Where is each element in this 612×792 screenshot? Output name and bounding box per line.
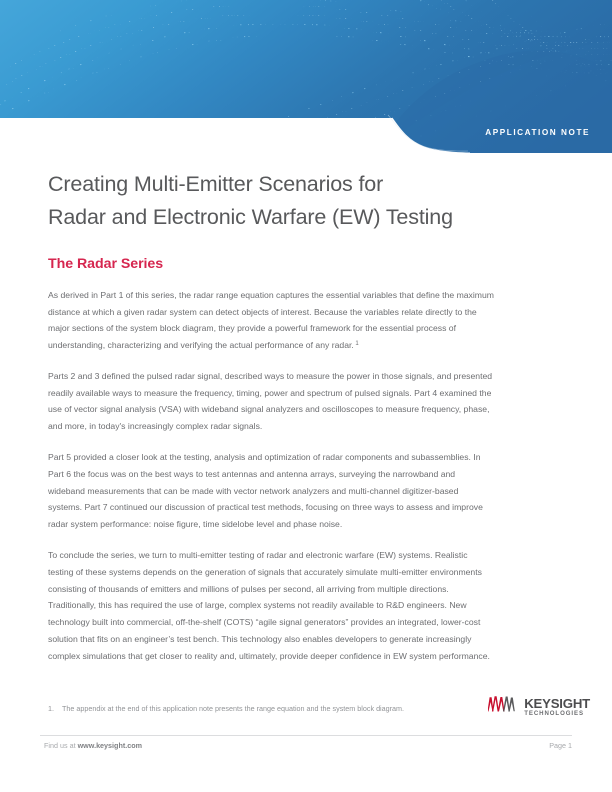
logo-wordmark — [524, 697, 590, 718]
keysight-logo — [488, 696, 590, 718]
footer-website-link[interactable]: www.keysight.com — [77, 741, 143, 750]
page-number: Page 1 — [549, 741, 572, 750]
logo-subtitle: TECHNOLOGIES — [524, 710, 584, 718]
application-note-label: APPLICATION NOTE — [485, 128, 590, 137]
title-line-2: Radar and Electronic Warfare (EW) Testing — [48, 204, 453, 229]
paragraph-1-text: As derived in Part 1 of this series, the radar range equation captures the essential variables that define the maximum distance at which a given radar system can detect objects of interest. Because the variables relate directly to the major sections of the system block diagram, they provide a powerful framework for the essential process of understanding, characterizing and verifying the actual performance of any radar. — [48, 289, 494, 351]
footnote-text: The appendix at the end of this application note presents the range equation and the system block diagram. — [62, 704, 405, 713]
body-paragraph-2: Parts 2 and 3 defined the pulsed radar signal, described ways to measure the power in those signals, and presented readily available ways to measure the frequency, timing, power and spectrum of pulsed signals. Part 4 examined the use of vector signal analysis (VSA) with wideband signal analyzers and oscilloscopes to measure frequency, phase, and more, in today's increasingly complex radar signals. — [48, 370, 493, 432]
keysight-waveform-icon — [488, 696, 518, 718]
body-paragraph-1 — [48, 287, 494, 354]
footer-find-us-prefix: Find us at — [44, 741, 78, 750]
body-paragraph-3: Part 5 provided a closer look at the testing, analysis and optimization of radar components and subassemblies. In Part 6 the focus was on the best ways to test antennas and antenna arrays, surveying the narrowband and wideband measurements that can be made with vector network analyzers and multi-channel digitizer-based systems. Part 7 continued our discussion of practical test methods, focusing on three ways to assess and improve radar system performance: noise figure, time sidelobe level and phase noise. — [48, 452, 483, 530]
page-title — [48, 168, 494, 234]
body-paragraph-4: To conclude the series, we turn to multi-emitter testing of radar and electronic warfare (EW) systems. Realistic testing of these systems depends on the generation of signals that accurately simulate multi-emitter environments consisting of thousands of emitters and millions of pulses per second, all arriving from multiple directions. Traditionally, this has required the use of large, complex systems not readily available to R&D engineers. New technology built into commercial, off-the-shelf (COTS) “agile signal generators” provides an integrated, lower-cost solution that fits on an engineer’s test bench. This technology also enables developers to generate increasingly complex simulations that get closer to reality and, ultimately, provide deeper confidence in EW system performance. — [48, 549, 490, 661]
footer-divider — [40, 735, 572, 736]
main-content — [48, 168, 494, 664]
title-line-1: Creating Multi-Emitter Scenarios for — [48, 172, 384, 196]
header-banner — [0, 0, 612, 156]
footnote — [48, 703, 463, 715]
series-heading: The Radar Series — [48, 255, 164, 272]
page-footer — [44, 741, 572, 750]
logo-name: KEYSIGHT — [524, 695, 590, 711]
footnote-ref-1: 1 — [355, 340, 359, 347]
footer-find-us — [44, 741, 142, 750]
footnote-marker: 1. — [48, 704, 54, 713]
